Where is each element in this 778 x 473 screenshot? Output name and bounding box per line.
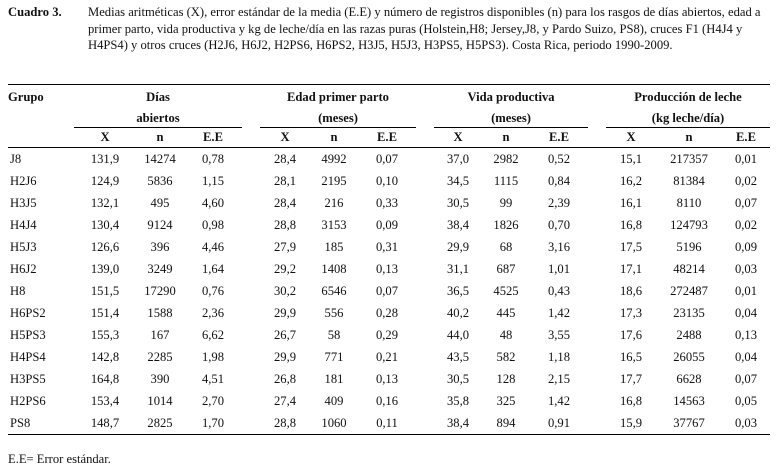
spacer-cell	[588, 368, 606, 390]
spacer-cell	[416, 170, 434, 192]
spacer-cell	[416, 324, 434, 346]
value-cell: 390	[150, 371, 170, 386]
value-cell: 131,9	[90, 151, 120, 166]
value-cell: 0,70	[547, 217, 571, 232]
value-cell: 6,62	[201, 327, 225, 342]
spacer-cell	[416, 192, 434, 214]
value-cell: 36,5	[446, 283, 470, 298]
value-cell: 153,4	[90, 393, 120, 408]
table-row	[8, 214, 770, 236]
group-cell: H6PS2	[10, 305, 46, 320]
value-cell: 15,1	[619, 151, 643, 166]
table-row	[8, 258, 770, 280]
value-cell: 1,42	[547, 393, 571, 408]
value-cell: 26055	[673, 349, 705, 364]
value-cell: 167	[150, 327, 170, 342]
subheader-x: X	[434, 128, 482, 148]
spacer-cell	[416, 214, 434, 236]
footnote: E.E= Error estándar.	[8, 452, 111, 466]
value-cell: 30,5	[446, 195, 470, 210]
value-cell: 1,15	[201, 173, 225, 188]
data-table	[8, 84, 770, 435]
value-cell: 43,5	[446, 349, 470, 364]
spacer-cell	[242, 214, 260, 236]
value-cell: 0,84	[547, 173, 571, 188]
value-cell: 14274	[144, 151, 176, 166]
spacer-cell	[588, 192, 606, 214]
value-cell: 37,0	[446, 151, 470, 166]
group-cell: H2J6	[10, 173, 37, 188]
value-cell: 0,03	[722, 412, 770, 435]
group-cell: H3PS5	[10, 371, 46, 386]
group-cell: H3J5	[10, 195, 37, 210]
spacer-cell	[588, 324, 606, 346]
value-cell: 38,4	[434, 412, 482, 435]
spacer-cell	[588, 148, 606, 171]
value-cell: 132,1	[90, 195, 120, 210]
value-cell: 16,1	[619, 195, 643, 210]
spacer-cell	[588, 302, 606, 324]
value-cell: 2195	[321, 173, 347, 188]
value-cell: 0,02	[734, 173, 758, 188]
value-cell: 16,8	[619, 217, 643, 232]
value-cell: 0,13	[734, 327, 758, 342]
value-cell: 0,07	[375, 151, 399, 166]
value-cell: 0,01	[734, 283, 758, 298]
spacer-cell	[242, 346, 260, 368]
group-cell: H5PS3	[10, 327, 46, 342]
value-cell: 2285	[147, 349, 173, 364]
value-cell: 58	[327, 327, 341, 342]
table-body	[8, 148, 770, 435]
value-cell: 15,9	[606, 412, 656, 435]
value-cell: 5836	[147, 173, 173, 188]
value-cell: 2825	[136, 412, 184, 435]
value-cell: 23135	[673, 305, 705, 320]
value-cell: 0,31	[375, 239, 399, 254]
value-cell: 325	[496, 393, 516, 408]
value-cell: 17,5	[619, 239, 643, 254]
group-cell: H5J3	[10, 239, 37, 254]
value-cell: 0,10	[375, 173, 399, 188]
value-cell: 216	[324, 195, 344, 210]
value-cell: 5196	[676, 239, 702, 254]
spacer-cell	[416, 302, 434, 324]
value-cell: 409	[324, 393, 344, 408]
value-cell: 28,8	[260, 412, 310, 435]
section-header-produccion: Producción de leche	[606, 85, 770, 111]
value-cell: 128	[496, 371, 516, 386]
value-cell: 155,3	[90, 327, 120, 342]
subheader-ee: E.E	[184, 128, 242, 148]
spacer-cell	[416, 258, 434, 280]
value-cell: 151,4	[90, 305, 120, 320]
value-cell: 17290	[144, 283, 176, 298]
value-cell: 894	[482, 412, 530, 435]
table-row	[8, 346, 770, 368]
value-cell: 0,07	[734, 371, 758, 386]
value-cell: 48214	[673, 261, 705, 276]
value-cell: 164,8	[90, 371, 120, 386]
value-cell: 0,02	[734, 217, 758, 232]
value-cell: 26,8	[273, 371, 297, 386]
value-cell: 14563	[673, 393, 705, 408]
group-cell: H4J4	[10, 217, 37, 232]
value-cell: 0,28	[375, 305, 399, 320]
value-cell: 1060	[310, 412, 358, 435]
value-cell: 28,8	[273, 217, 297, 232]
value-cell: 124,9	[90, 173, 120, 188]
caption-label: Cuadro 3.	[8, 5, 62, 19]
spacer-cell	[242, 148, 260, 171]
value-cell: 0,43	[547, 283, 571, 298]
subheader-x: X	[260, 128, 310, 148]
spacer-cell	[588, 280, 606, 302]
value-cell: 16,8	[619, 393, 643, 408]
value-cell: 0,09	[375, 217, 399, 232]
spacer-cell	[588, 412, 606, 435]
value-cell: 27,9	[273, 239, 297, 254]
value-cell: 4,46	[201, 239, 225, 254]
value-cell: 1,98	[201, 349, 225, 364]
value-cell: 29,9	[273, 349, 297, 364]
value-cell: 30,5	[446, 371, 470, 386]
value-cell: 99	[499, 195, 513, 210]
spacer-cell	[588, 236, 606, 258]
subheader-n: n	[136, 128, 184, 148]
value-cell: 181	[324, 371, 344, 386]
value-cell: 1,42	[547, 305, 571, 320]
value-cell: 2488	[676, 327, 702, 342]
group-cell: PS8	[8, 412, 74, 435]
value-cell: 1,64	[201, 261, 225, 276]
value-cell: 1115	[493, 173, 519, 188]
value-cell: 4,51	[201, 371, 225, 386]
value-cell: 1588	[147, 305, 173, 320]
value-cell: 8110	[676, 195, 702, 210]
spacer-cell	[416, 390, 434, 412]
value-cell: 28,1	[273, 173, 297, 188]
value-cell: 17,6	[619, 327, 643, 342]
value-cell: 6628	[676, 371, 702, 386]
subheader-n: n	[656, 128, 722, 148]
spacer-cell	[588, 214, 606, 236]
value-cell: 4525	[493, 283, 519, 298]
subheader-ee: E.E	[722, 128, 770, 148]
spacer-cell	[242, 368, 260, 390]
group-cell: H2PS6	[10, 393, 46, 408]
subheader-n: n	[482, 128, 530, 148]
value-cell: 0,07	[734, 195, 758, 210]
value-cell: 18,6	[619, 283, 643, 298]
table-row	[8, 148, 770, 171]
spacer-cell	[416, 346, 434, 368]
value-cell: 40,2	[446, 305, 470, 320]
section-header-vida: Vida productiva	[434, 85, 588, 111]
value-cell: 0,09	[734, 239, 758, 254]
value-cell: 151,5	[90, 283, 120, 298]
table-row	[8, 280, 770, 302]
table-row	[8, 368, 770, 390]
value-cell: 4992	[321, 151, 347, 166]
value-cell: 130,4	[90, 217, 120, 232]
value-cell: 27,4	[273, 393, 297, 408]
caption-text: Medias aritméticas (X), error estándar de la media (E.E) y número de registros disponibles (n) para los rasgos de días abiertos, edad a primer parto, vida productiva y kg de leche/día en las razas puras (Holstein,H8; Jersey,J8, y Pardo Suizo, PS8), cruces F1 (H4J4 y H4PS4) y otros cruces (H2J6, H6J2, H2PS6, H6PS2, H3J5, H5J3, H3PS5, H5PS3). Costa Rica, periodo 1990-2009.	[88, 5, 761, 53]
value-cell: 0,91	[530, 412, 588, 435]
value-cell: 2,36	[201, 305, 225, 320]
value-cell: 17,1	[619, 261, 643, 276]
value-cell: 0,04	[734, 305, 758, 320]
value-cell: 0,13	[375, 371, 399, 386]
value-cell: 68	[499, 239, 513, 254]
value-cell: 3,16	[547, 239, 571, 254]
table-row	[8, 170, 770, 192]
value-cell: 0,78	[201, 151, 225, 166]
section-subheader-vida: (meses)	[491, 111, 531, 125]
value-cell: 37767	[656, 412, 722, 435]
group-cell: H4PS4	[10, 349, 46, 364]
spacer-cell	[416, 148, 434, 171]
spacer-cell	[416, 412, 434, 435]
value-cell: 0,04	[734, 349, 758, 364]
value-cell: 2,15	[547, 371, 571, 386]
value-cell: 2,70	[201, 393, 225, 408]
value-cell: 4,60	[201, 195, 225, 210]
value-cell: 445	[496, 305, 516, 320]
column-header-group: Grupo	[8, 85, 74, 111]
value-cell: 126,6	[90, 239, 120, 254]
group-cell: H8	[10, 283, 26, 298]
spacer-cell	[242, 324, 260, 346]
spacer-cell	[416, 368, 434, 390]
section-subheader-dias: abiertos	[136, 111, 180, 125]
value-cell: 2982	[493, 151, 519, 166]
table-row	[8, 412, 770, 435]
value-cell: 0,03	[734, 261, 758, 276]
value-cell: 0,76	[201, 283, 225, 298]
value-cell: 1,70	[184, 412, 242, 435]
value-cell: 29,2	[273, 261, 297, 276]
value-cell: 48	[499, 327, 513, 342]
value-cell: 0,33	[375, 195, 399, 210]
value-cell: 217357	[670, 151, 708, 166]
value-cell: 142,8	[90, 349, 120, 364]
value-cell: 3249	[147, 261, 173, 276]
value-cell: 0,29	[375, 327, 399, 342]
value-cell: 1826	[493, 217, 519, 232]
value-cell: 0,11	[358, 412, 416, 435]
value-cell: 26,7	[273, 327, 297, 342]
table-caption	[8, 4, 770, 54]
value-cell: 2,39	[547, 195, 571, 210]
value-cell: 28,4	[273, 151, 297, 166]
value-cell: 556	[324, 305, 344, 320]
subheader-x: X	[74, 128, 136, 148]
value-cell: 1014	[147, 393, 173, 408]
table-row	[8, 302, 770, 324]
value-cell: 38,4	[446, 217, 470, 232]
value-cell: 31,1	[446, 261, 470, 276]
section-header-dias: Días	[74, 85, 242, 111]
value-cell: 139,0	[90, 261, 120, 276]
value-cell: 0,05	[734, 393, 758, 408]
value-cell: 30,2	[273, 283, 297, 298]
spacer-cell	[242, 258, 260, 280]
value-cell: 28,4	[273, 195, 297, 210]
value-cell: 272487	[670, 283, 708, 298]
value-cell: 148,7	[74, 412, 136, 435]
spacer-cell	[242, 390, 260, 412]
group-cell: J8	[10, 151, 22, 166]
value-cell: 0,21	[375, 349, 399, 364]
value-cell: 0,16	[375, 393, 399, 408]
value-cell: 16,2	[619, 173, 643, 188]
value-cell: 582	[496, 349, 516, 364]
value-cell: 396	[150, 239, 170, 254]
value-cell: 771	[324, 349, 344, 364]
spacer-cell	[416, 280, 434, 302]
value-cell: 6546	[321, 283, 347, 298]
value-cell: 81384	[673, 173, 705, 188]
spacer-cell	[242, 236, 260, 258]
spacer-cell	[242, 280, 260, 302]
table-row	[8, 324, 770, 346]
value-cell: 0,01	[734, 151, 758, 166]
section-subheader-edad: (meses)	[318, 111, 358, 125]
value-cell: 0,98	[201, 217, 225, 232]
value-cell: 124793	[670, 217, 708, 232]
value-cell: 34,5	[446, 173, 470, 188]
value-cell: 1408	[321, 261, 347, 276]
section-header-edad: Edad primer parto	[260, 85, 416, 111]
value-cell: 687	[496, 261, 516, 276]
spacer-cell	[242, 170, 260, 192]
subheader-ee: E.E	[358, 128, 416, 148]
value-cell: 185	[324, 239, 344, 254]
value-cell: 17,7	[619, 371, 643, 386]
value-cell: 3,55	[547, 327, 571, 342]
spacer-cell	[242, 412, 260, 435]
value-cell: 29,9	[273, 305, 297, 320]
subheader-ee: E.E	[530, 128, 588, 148]
spacer-cell	[588, 346, 606, 368]
subheader-n: n	[310, 128, 358, 148]
table-row	[8, 192, 770, 214]
value-cell: 16,5	[619, 349, 643, 364]
value-cell: 0,52	[547, 151, 571, 166]
value-cell: 44,0	[446, 327, 470, 342]
value-cell: 29,9	[446, 239, 470, 254]
value-cell: 35,8	[446, 393, 470, 408]
subheader-x: X	[606, 128, 656, 148]
spacer-cell	[588, 390, 606, 412]
spacer-cell	[242, 302, 260, 324]
group-cell: H6J2	[10, 261, 37, 276]
value-cell: 17,3	[619, 305, 643, 320]
value-cell: 0,07	[375, 283, 399, 298]
value-cell: 1,18	[547, 349, 571, 364]
section-subheader-produccion: (kg leche/día)	[651, 111, 725, 125]
value-cell: 495	[150, 195, 170, 210]
table-row	[8, 236, 770, 258]
spacer-cell	[588, 258, 606, 280]
value-cell: 9124	[147, 217, 173, 232]
value-cell: 1,01	[547, 261, 571, 276]
spacer-cell	[588, 170, 606, 192]
table-row	[8, 390, 770, 412]
value-cell: 3153	[321, 217, 347, 232]
value-cell: 0,13	[375, 261, 399, 276]
spacer-cell	[416, 236, 434, 258]
spacer-cell	[242, 192, 260, 214]
